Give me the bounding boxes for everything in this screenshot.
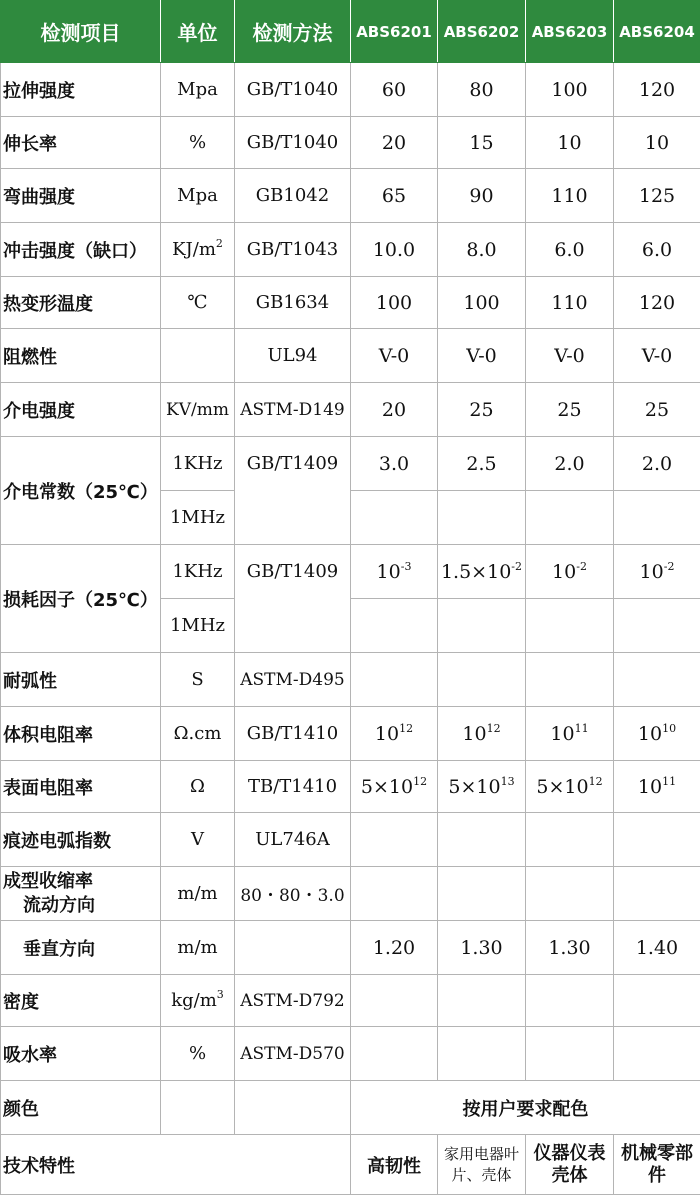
cell-value: 15 (438, 117, 526, 169)
row-label (1, 867, 161, 921)
value-base: 10 (462, 723, 486, 745)
cell-value: 110 (526, 169, 614, 223)
cell-empty (438, 491, 526, 545)
cell-empty (526, 491, 614, 545)
cell-value (438, 545, 526, 599)
row-method: 80・80・3.0 (235, 867, 351, 921)
cell-value (526, 545, 614, 599)
cell-empty (161, 1081, 235, 1135)
row-label: 技术特性 (1, 1135, 351, 1195)
row-method: GB1042 (235, 169, 351, 223)
header-code: ABS6204 (614, 1, 700, 63)
table-row (1, 223, 700, 277)
row-unit: m/m (161, 867, 235, 921)
cell-empty (526, 599, 614, 653)
color-value: 按用户要求配色 (351, 1081, 700, 1135)
row-label: 伸长率 (1, 117, 161, 169)
row-unit: % (161, 1027, 235, 1081)
row-unit: 1MHz (161, 491, 235, 545)
cell-value: 3.0 (351, 437, 438, 491)
feature-value: 家用电器叶片、壳体 (438, 1135, 526, 1195)
cell-value: 10 (526, 117, 614, 169)
cell-value: 6.0 (526, 223, 614, 277)
value-base: 10 (564, 776, 588, 798)
row-method: UL94 (235, 329, 351, 383)
value-exponent: 12 (413, 775, 427, 788)
cell-value: V-0 (351, 329, 438, 383)
value-exponent: 12 (589, 775, 603, 788)
row-method: ASTM-D495 (235, 653, 351, 707)
row-label: 耐弧性 (1, 653, 161, 707)
cell-value: 110 (526, 277, 614, 329)
cell-value: 1.20 (351, 921, 438, 975)
row-method: ASTM-D149 (235, 383, 351, 437)
cell-value: 100 (351, 277, 438, 329)
row-unit: % (161, 117, 235, 169)
value-base: 10 (476, 776, 500, 798)
row-label: 损耗因子（25℃） (1, 545, 161, 653)
cell-value (526, 707, 614, 761)
cell-value: 125 (614, 169, 700, 223)
row-method (235, 921, 351, 975)
row-method: UL746A (235, 813, 351, 867)
header-unit: 单位 (161, 1, 235, 63)
cell-empty (438, 653, 526, 707)
table-row (1, 1027, 700, 1081)
value-exponent: 12 (399, 722, 413, 735)
unit-base: KJ/m (172, 239, 216, 260)
row-label: 表面电阻率 (1, 761, 161, 813)
cell-empty (614, 975, 700, 1027)
cell-empty (526, 1027, 614, 1081)
value-prefix: 5× (536, 776, 564, 798)
cell-value: 120 (614, 277, 700, 329)
row-method: GB/T1040 (235, 63, 351, 117)
cell-value: 25 (526, 383, 614, 437)
unit-exponent: 2 (216, 237, 223, 250)
cell-value: V-0 (438, 329, 526, 383)
cell-empty (526, 975, 614, 1027)
cell-empty (614, 653, 700, 707)
cell-value: 25 (438, 383, 526, 437)
row-method: GB1634 (235, 277, 351, 329)
feature-value: 高韧性 (351, 1135, 438, 1195)
cell-empty (351, 491, 438, 545)
value-exponent: -2 (664, 560, 675, 573)
row-label: 弯曲强度 (1, 169, 161, 223)
row-method: GB/T1409 (235, 545, 351, 653)
cell-value: 2.5 (438, 437, 526, 491)
row-label: 体积电阻率 (1, 707, 161, 761)
row-unit: Ω (161, 761, 235, 813)
cell-value (614, 761, 700, 813)
cell-empty (614, 1027, 700, 1081)
feature-value: 机械零部件 (614, 1135, 700, 1195)
value-exponent: -3 (401, 560, 412, 573)
header-item: 检测项目 (1, 1, 161, 63)
cell-value: V-0 (526, 329, 614, 383)
value-base: 10 (487, 561, 511, 583)
cell-value: 100 (438, 277, 526, 329)
table-row (1, 1081, 700, 1135)
table-row (1, 437, 700, 491)
table-row (1, 545, 700, 599)
row-unit: KV/mm (161, 383, 235, 437)
row-label: 痕迹电弧指数 (1, 813, 161, 867)
row-unit: m/m (161, 921, 235, 975)
cell-value (614, 707, 700, 761)
header-code: ABS6203 (526, 1, 614, 63)
row-unit (161, 329, 235, 383)
cell-empty (526, 653, 614, 707)
cell-value: 20 (351, 383, 438, 437)
cell-value: 1.40 (614, 921, 700, 975)
value-exponent: 11 (662, 775, 676, 788)
cell-value: 10.0 (351, 223, 438, 277)
row-method: ASTM-D792 (235, 975, 351, 1027)
value-base: 10 (552, 561, 576, 583)
cell-value: V-0 (614, 329, 700, 383)
value-base: 10 (640, 561, 664, 583)
value-exponent: -2 (511, 560, 522, 573)
cell-value (351, 761, 438, 813)
value-prefix: 1.5× (441, 561, 487, 583)
cell-empty (614, 813, 700, 867)
header-row (1, 1, 700, 63)
row-label: 阻燃性 (1, 329, 161, 383)
row-unit: Mpa (161, 63, 235, 117)
unit-base: kg/m (171, 990, 217, 1011)
row-method: GB/T1409 (235, 437, 351, 545)
row-label: 冲击强度（缺口） (1, 223, 161, 277)
row-label: 密度 (1, 975, 161, 1027)
table-row (1, 169, 700, 223)
cell-empty (438, 599, 526, 653)
cell-value (438, 761, 526, 813)
row-unit: 1KHz (161, 437, 235, 491)
cell-empty (526, 813, 614, 867)
table-row (1, 383, 700, 437)
value-base: 10 (550, 723, 574, 745)
cell-empty (614, 491, 700, 545)
value-base: 10 (638, 776, 662, 798)
value-base: 10 (375, 723, 399, 745)
cell-value (526, 761, 614, 813)
cell-empty (614, 599, 700, 653)
row-label: 颜色 (1, 1081, 161, 1135)
value-prefix: 5× (448, 776, 476, 798)
table-row (1, 975, 700, 1027)
table-row (1, 117, 700, 169)
row-label-line2: 流动方向 (3, 894, 160, 918)
row-unit: V (161, 813, 235, 867)
value-exponent: -2 (576, 560, 587, 573)
header-code: ABS6202 (438, 1, 526, 63)
header-code: ABS6201 (351, 1, 438, 63)
cell-empty (351, 867, 438, 921)
cell-value: 10 (614, 117, 700, 169)
row-label: 热变形温度 (1, 277, 161, 329)
row-method: ASTM-D570 (235, 1027, 351, 1081)
cell-value: 90 (438, 169, 526, 223)
cell-value (614, 545, 700, 599)
cell-value: 100 (526, 63, 614, 117)
table-row (1, 1135, 700, 1195)
cell-value: 20 (351, 117, 438, 169)
cell-empty (351, 975, 438, 1027)
row-label: 垂直方向 (1, 921, 161, 975)
table-row (1, 653, 700, 707)
cell-empty (614, 867, 700, 921)
row-label: 介电常数（25℃） (1, 437, 161, 545)
cell-value (351, 545, 438, 599)
row-unit: 1MHz (161, 599, 235, 653)
row-unit: S (161, 653, 235, 707)
cell-value: 2.0 (614, 437, 700, 491)
row-unit (161, 223, 235, 277)
value-exponent: 10 (662, 722, 676, 735)
row-label-line1: 成型收缩率 (3, 871, 93, 892)
cell-empty (235, 1081, 351, 1135)
header-method: 检测方法 (235, 1, 351, 63)
value-base: 10 (389, 776, 413, 798)
row-method: GB/T1410 (235, 707, 351, 761)
row-unit: Mpa (161, 169, 235, 223)
cell-empty (438, 1027, 526, 1081)
cell-value: 8.0 (438, 223, 526, 277)
row-label: 吸水率 (1, 1027, 161, 1081)
cell-value (351, 707, 438, 761)
table-row (1, 707, 700, 761)
table-row (1, 329, 700, 383)
unit-exponent: 3 (217, 988, 224, 1001)
cell-value: 6.0 (614, 223, 700, 277)
cell-value: 80 (438, 63, 526, 117)
cell-empty (351, 599, 438, 653)
row-method: TB/T1410 (235, 761, 351, 813)
table-row (1, 921, 700, 975)
table-row (1, 867, 700, 921)
cell-empty (351, 813, 438, 867)
cell-empty (351, 1027, 438, 1081)
cell-value: 60 (351, 63, 438, 117)
row-label: 拉伸强度 (1, 63, 161, 117)
row-unit: ℃ (161, 277, 235, 329)
cell-value: 1.30 (526, 921, 614, 975)
cell-empty (438, 867, 526, 921)
row-method: GB/T1040 (235, 117, 351, 169)
row-unit: Ω.cm (161, 707, 235, 761)
cell-value: 65 (351, 169, 438, 223)
cell-empty (438, 813, 526, 867)
cell-empty (438, 975, 526, 1027)
cell-value: 25 (614, 383, 700, 437)
cell-value: 1.30 (438, 921, 526, 975)
value-prefix: 5× (361, 776, 389, 798)
cell-value (438, 707, 526, 761)
table-row (1, 761, 700, 813)
feature-value: 仪器仪表壳体 (526, 1135, 614, 1195)
row-method: GB/T1043 (235, 223, 351, 277)
row-unit (161, 975, 235, 1027)
cell-empty (526, 867, 614, 921)
value-exponent: 11 (575, 722, 589, 735)
value-base: 10 (377, 561, 401, 583)
table-row (1, 813, 700, 867)
value-base: 10 (638, 723, 662, 745)
table-row (1, 63, 700, 117)
cell-empty (351, 653, 438, 707)
table-row (1, 277, 700, 329)
row-label: 介电强度 (1, 383, 161, 437)
value-exponent: 12 (487, 722, 501, 735)
value-exponent: 13 (501, 775, 515, 788)
cell-value: 120 (614, 63, 700, 117)
row-unit: 1KHz (161, 545, 235, 599)
cell-value: 2.0 (526, 437, 614, 491)
